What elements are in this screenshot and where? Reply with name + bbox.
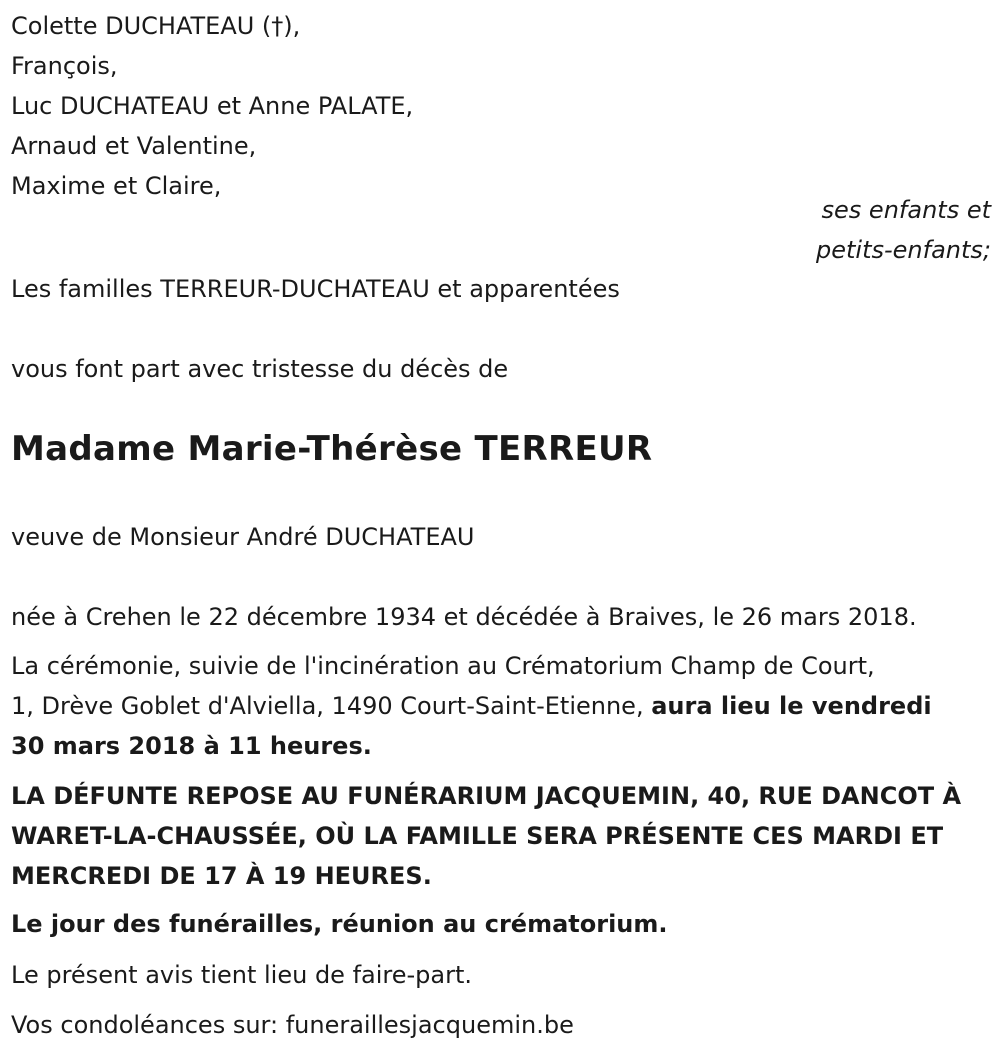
notice-text: Le présent avis tient lieu de faire-part. — [11, 961, 473, 989]
ceremony-date: 30 mars 2018 à 11 heures. — [11, 732, 372, 760]
family-role — [816, 190, 991, 270]
extended-families — [11, 269, 620, 309]
family-role-line: ses enfants et — [821, 196, 991, 224]
funeral-day-text: Le jour des funérailles, réunion au crématorium. — [11, 910, 668, 938]
announcement-text: vous font part avec tristesse du décès de — [11, 355, 509, 383]
repose-line: MERCREDI DE 17 À 19 HEURES. — [11, 862, 432, 890]
widow-of-text: veuve de Monsieur André DUCHATEAU — [11, 523, 475, 551]
ceremony-date-intro: aura lieu le vendredi — [651, 692, 932, 720]
announcement — [11, 349, 508, 389]
repose-line: LA DÉFUNTE REPOSE AU FUNÉRARIUM JACQUEMIN, 40, RUE DANCOT À — [11, 782, 962, 810]
family-member: Colette DUCHATEAU (†), — [11, 12, 301, 40]
ceremony-details — [11, 646, 932, 766]
ceremony-address: 1, Drève Goblet d'Alviella, 1490 Court-Saint-Etienne, — [11, 692, 652, 720]
widow-of — [11, 517, 474, 557]
family-role-line: petits-enfants; — [816, 236, 991, 264]
birth-death-text: née à Crehen le 22 décembre 1934 et décédée à Braives, le 26 mars 2018. — [11, 603, 917, 631]
family-member: Luc DUCHATEAU et Anne PALATE, — [11, 92, 414, 120]
birth-death-details — [11, 597, 917, 637]
repose-line: WARET-LA-CHAUSSÉE, OÙ LA FAMILLE SERA PRÉSENTE CES MARDI ET — [11, 822, 944, 850]
condolences-text: Vos condoléances sur: funeraillesjacquemin.be — [11, 1011, 574, 1039]
ceremony-line — [11, 686, 932, 726]
funeral-day-meeting — [11, 904, 668, 944]
family-member: François, — [11, 52, 118, 80]
family-member: Arnaud et Valentine, — [11, 132, 257, 160]
family-member-list — [11, 6, 413, 206]
extended-families-text: Les familles TERREUR-DUCHATEAU et apparentées — [11, 275, 620, 303]
notice-statement — [11, 955, 472, 995]
deceased-name: Madame Marie-Thérèse TERREUR — [11, 429, 653, 469]
repose-details — [11, 776, 961, 896]
family-member: Maxime et Claire, — [11, 172, 222, 200]
condolences — [11, 1005, 574, 1045]
ceremony-line: La cérémonie, suivie de l'incinération au Crématorium Champ de Court, — [11, 652, 875, 680]
